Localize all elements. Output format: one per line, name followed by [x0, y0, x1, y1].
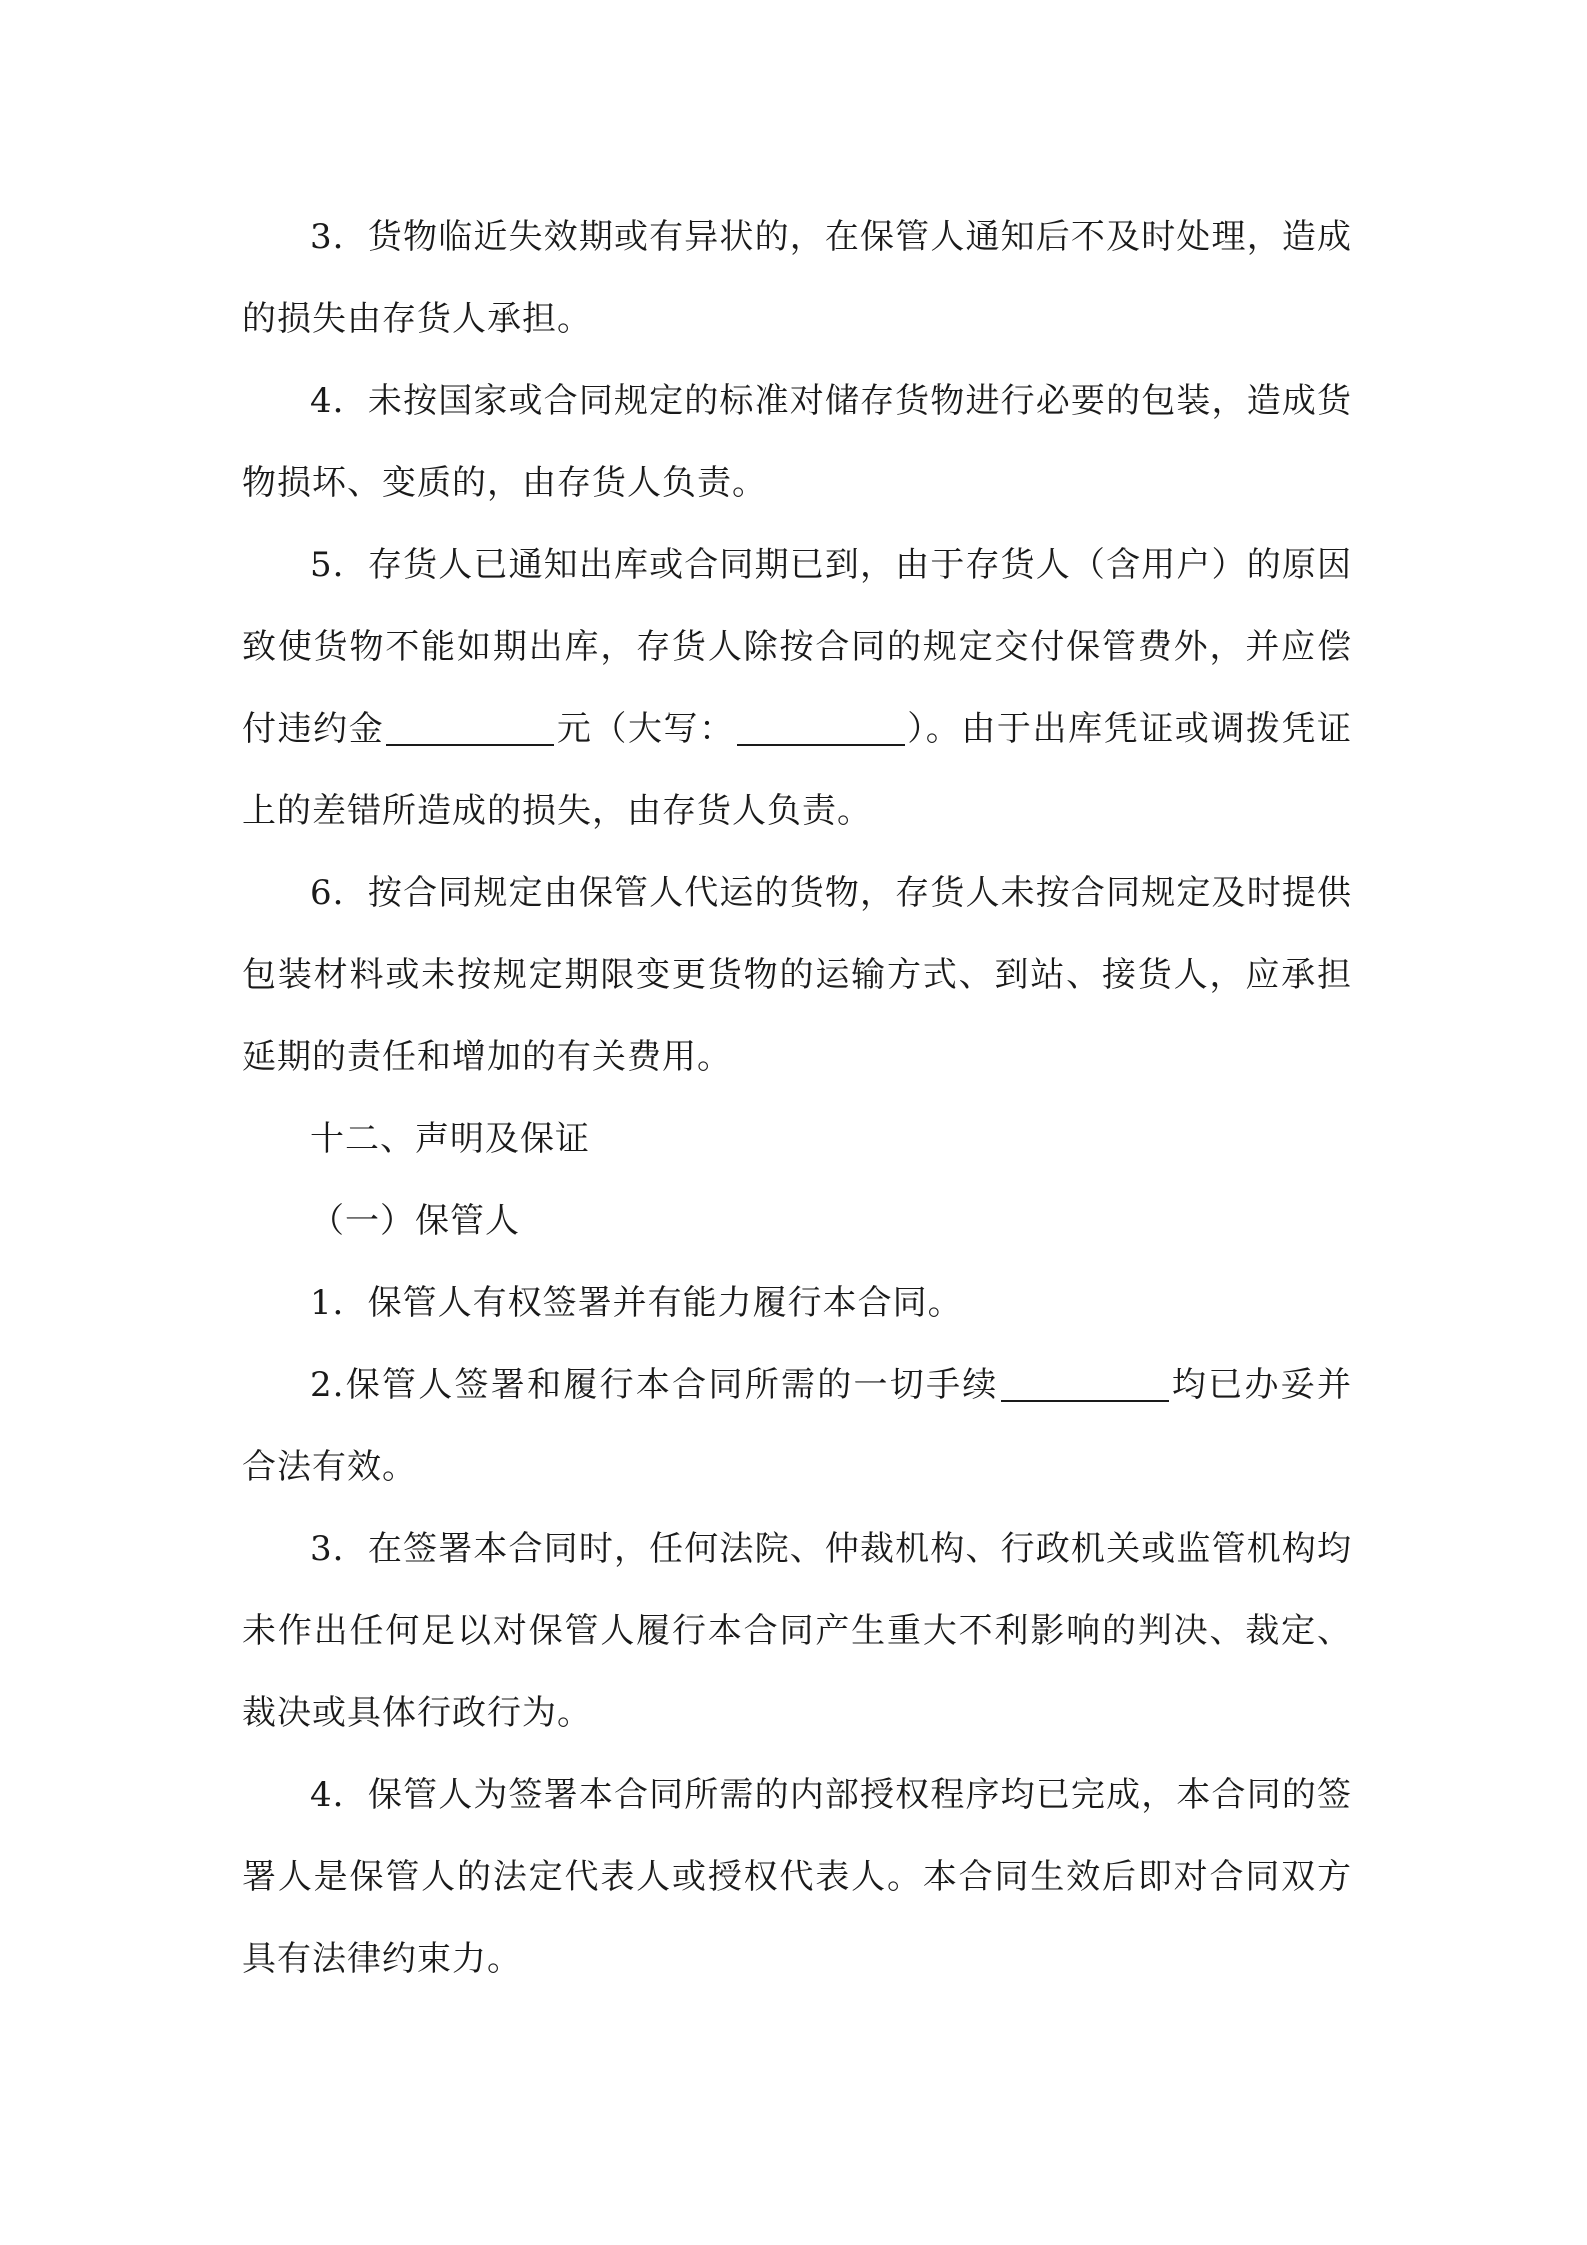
warranty-2 [242, 1344, 1352, 1508]
warranty-2-text-b: 均已办妥并合法有效。 [242, 1365, 1352, 1487]
warranty-4: 4．保管人为签署本合同所需的内部授权程序均已完成，本合同的签署人是保管人的法定代表人或授权代表人。本合同生效后即对合同双方具有法律约束力。 [242, 1775, 1352, 1979]
clause-5 [242, 524, 1352, 852]
subsection-custodian: （一）保管人 [310, 1201, 520, 1241]
clause-3: 3．货物临近失效期或有异状的，在保管人通知后不及时处理，造成的损失由存货人承担。 [242, 217, 1352, 339]
procedures-blank[interactable] [1001, 1364, 1169, 1402]
clause-5-text-b: 元（大写： [556, 709, 735, 749]
document-page [242, 196, 1352, 2000]
warranty-1: 1．保管人有权签署并有能力履行本合同。 [310, 1283, 963, 1323]
warranty-3: 3．在签署本合同时，任何法院、仲裁机构、行政机关或监管机构均未作出任何足以对保管人履行本合同产生重大不利影响的判决、裁定、裁决或具体行政行为。 [242, 1529, 1352, 1733]
section-12-heading: 十二、声明及保证 [310, 1119, 590, 1159]
clause-6: 6．按合同规定由保管人代运的货物，存货人未按合同规定及时提供包装材料或未按规定期限变更货物的运输方式、到站、接货人，应承担延期的责任和增加的有关费用。 [242, 873, 1352, 1077]
clause-5-text-c: ）。由于出库凭证或调拨凭证上的差错所造成的损失，由存货人负责。 [242, 709, 1353, 831]
clause-5-text-a: 5．存货人已通知出库或合同期已到，由于存货人（含用户）的原因致使货物不能如期出库，存货人除按合同的规定交付保管费外，并应偿付违约金 [242, 545, 1352, 749]
clause-4: 4．未按国家或合同规定的标准对储存货物进行必要的包装，造成货物损坏、变质的，由存货人负责。 [242, 381, 1352, 503]
penalty-amount-capital-blank[interactable] [737, 708, 905, 746]
penalty-amount-blank[interactable] [386, 708, 554, 746]
warranty-2-text-a: 2.保管人签署和履行本合同所需的一切手续 [310, 1365, 999, 1405]
